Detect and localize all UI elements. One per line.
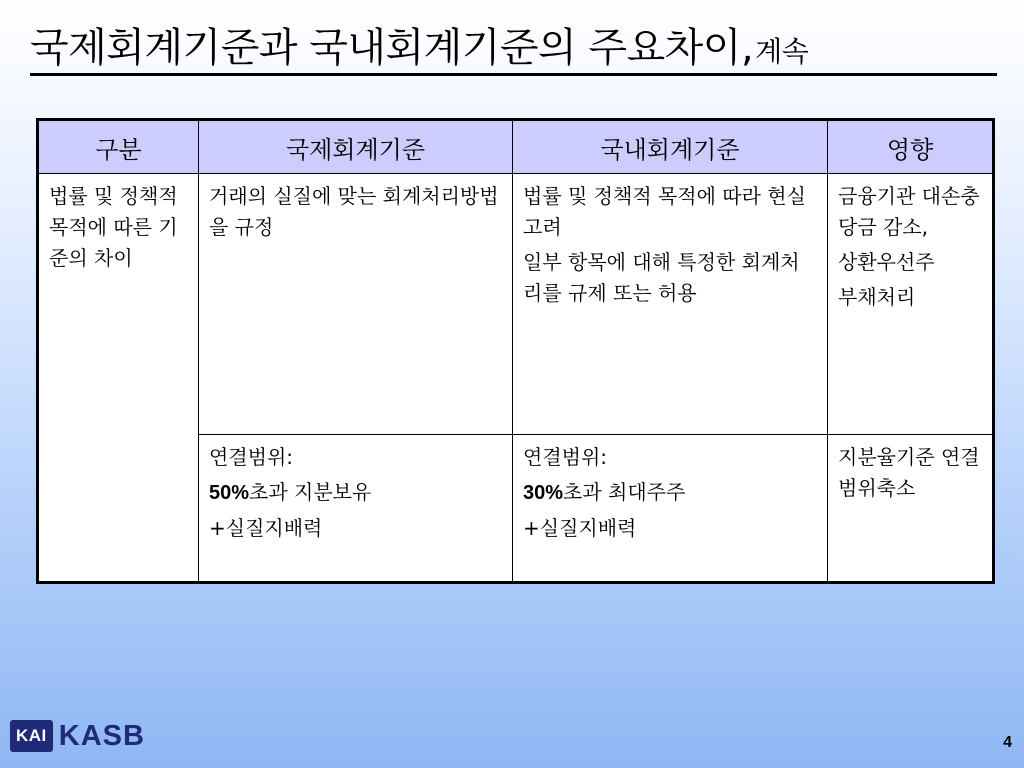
cell-impact — [828, 174, 994, 435]
intl-threshold-percent: 50% — [209, 482, 250, 504]
dom-consolidation-label: 연결범위: — [523, 445, 608, 469]
kasb-logo-text: KASB — [58, 719, 145, 752]
kasb-logo — [10, 716, 145, 756]
intl-consolidation-control: +실질지배력 — [209, 516, 323, 540]
intl-consolidation-label: 연결범위: — [209, 445, 294, 469]
slide-title-main: 국제회계기준과 국내회계기준의 주요차이, — [30, 25, 754, 71]
page-number: 4 — [1003, 734, 1012, 751]
domestic-text-2: 일부 항목에 대해 특정한 회계처리를 규제 또는 허용 — [523, 250, 800, 305]
header-category: 구분 — [38, 120, 199, 174]
table-header-row — [38, 120, 994, 174]
title-underline — [30, 73, 997, 76]
slide-title-suffix: 계속 — [755, 35, 809, 68]
header-international: 국제회계기준 — [199, 120, 513, 174]
dom-consolidation-control: +실질지배력 — [523, 516, 637, 540]
slide-title — [30, 16, 808, 73]
domestic-text-1: 법률 및 정책적 목적에 따라 현실 고려 — [523, 184, 806, 239]
category-text: 법률 및 정책적 목적에 따른 기준의 차이 — [49, 184, 178, 270]
cell-category — [38, 174, 199, 583]
impact-text-2: 상환우선주 — [838, 250, 935, 274]
header-impact: 영향 — [828, 120, 994, 174]
header-domestic: 국내회계기준 — [513, 120, 828, 174]
dom-threshold-percent: 30% — [523, 482, 564, 504]
kai-logo-mark: KAI — [10, 720, 53, 752]
dom-consolidation-threshold — [523, 477, 817, 509]
comparison-table — [36, 118, 995, 584]
cell-international — [199, 174, 513, 435]
impact-consolidation-text: 지분율기준 연결범위축소 — [838, 445, 980, 500]
impact-text-1: 금융기관 대손충당금 감소, — [838, 184, 980, 239]
dom-threshold-text: 초과 최대주주 — [563, 480, 686, 504]
cell-international-consolidation — [199, 435, 513, 583]
international-text: 거래의 실질에 맞는 회계처리방법을 규정 — [209, 184, 499, 239]
cell-domestic — [513, 174, 828, 435]
intl-threshold-text: 초과 지분보유 — [249, 480, 372, 504]
intl-consolidation-threshold — [209, 477, 502, 509]
cell-domestic-consolidation — [513, 435, 828, 583]
table-row — [38, 174, 994, 435]
impact-text-3: 부채처리 — [838, 285, 916, 309]
cell-impact-consolidation — [828, 435, 994, 583]
